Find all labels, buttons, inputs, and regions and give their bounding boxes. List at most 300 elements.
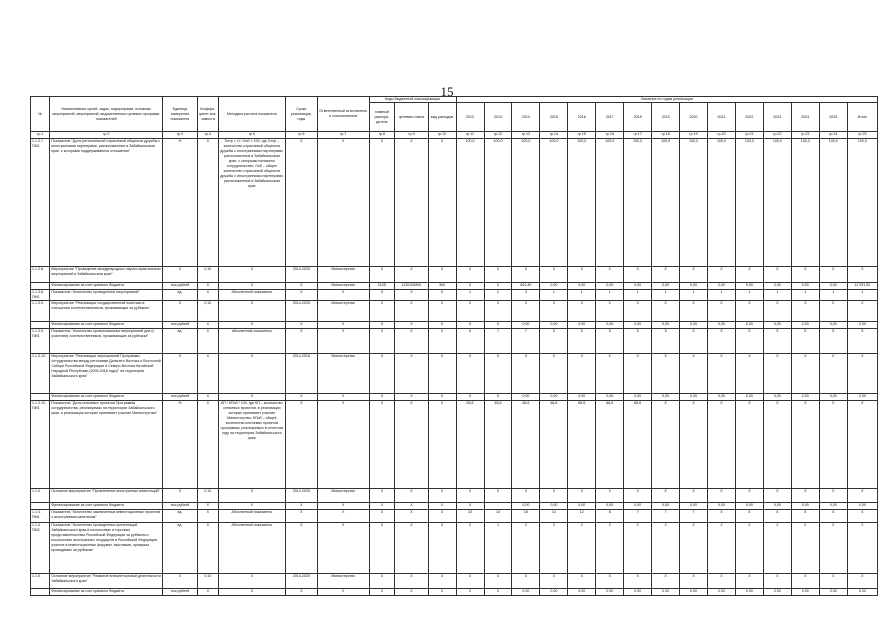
table-cell: 0,10 <box>197 267 218 283</box>
table-cell: КП / КПоб * 100, где КП – количество ключевых проектов, в реализации которых принимает участие Министерство; КПоб – общее количество ключевых проектов программы, реализуемых в отчетном году на территории Забайкальского края <box>219 401 286 489</box>
row-code: 1.1.3.9. ПМ1 <box>31 329 50 354</box>
table-cell: X <box>847 354 877 394</box>
table-cell: X <box>735 489 763 503</box>
row-name: Финансирование за счет краевого бюджета <box>50 394 163 401</box>
table-cell: X <box>428 489 456 503</box>
table-cell: X <box>596 574 624 589</box>
column-number: гр.13 <box>512 132 540 139</box>
table-cell: 100,0 <box>680 139 708 267</box>
table-cell: 0,00 <box>791 283 819 290</box>
table-cell: X <box>285 503 317 510</box>
header-total: Итого <box>847 103 877 132</box>
table-cell: 0,00 <box>624 589 652 596</box>
column-number: гр.1 <box>31 132 50 139</box>
header-code-main: главный распоря-дитель <box>369 103 395 132</box>
table-cell: 1 <box>568 290 596 301</box>
table-cell: X <box>847 574 877 589</box>
header-coef: Коэффи-циент зна-чимости <box>197 97 218 132</box>
table-cell: X <box>763 401 791 489</box>
table-cell: X <box>512 354 540 394</box>
table-cell: X <box>285 283 317 290</box>
table-cell: X <box>484 394 512 401</box>
table-cell: X <box>456 301 484 322</box>
table-cell: 7 <box>652 510 680 523</box>
table-cell: 0,00 <box>819 322 847 329</box>
table-cell: ед. <box>163 510 197 523</box>
table-cell: 1 <box>791 290 819 301</box>
table-cell: 2 <box>652 523 680 574</box>
column-number: гр.9 <box>395 132 428 139</box>
table-cell: X <box>456 283 484 290</box>
table-cell: 0,00 <box>624 503 652 510</box>
table-cell: 0,00 <box>512 589 540 596</box>
column-number: гр.21 <box>735 132 763 139</box>
row-code: 1.1.3.8. ПМ1 <box>31 290 50 301</box>
table-cell: X <box>285 329 317 354</box>
table-cell: 100,0 <box>847 139 877 267</box>
table-cell: X <box>395 322 428 329</box>
row-code <box>31 503 50 510</box>
column-number: гр.3 <box>163 132 197 139</box>
table-cell: X <box>197 322 218 329</box>
table-cell: Министерство <box>317 489 369 503</box>
table-cell: X <box>285 523 317 574</box>
table-cell: 2 <box>735 523 763 574</box>
row-name: Показатель "Количество организованных мероприятий для (с участием) соотечественников, проживающих за рубежом" <box>50 329 163 354</box>
table-cell: X <box>369 322 395 329</box>
row-name: Мероприятие "Реализация государственной политики в отношении соотечественников, проживающих за рубежом" <box>50 301 163 322</box>
table-cell: X <box>163 574 197 589</box>
table-cell: 5 <box>847 510 877 523</box>
table-cell: 0,00 <box>819 503 847 510</box>
table-cell: 100,0 <box>512 139 540 267</box>
table-cell: 1 <box>819 290 847 301</box>
column-number: гр.2 <box>50 132 163 139</box>
table-cell: X <box>484 574 512 589</box>
table-cell: X <box>219 489 286 503</box>
table-cell: X <box>317 523 369 574</box>
table-cell: X <box>369 329 395 354</box>
table-cell: 0,00 <box>512 394 540 401</box>
table-cell: 14 <box>540 510 568 523</box>
table-cell: 5 <box>735 510 763 523</box>
table-header <box>31 97 878 139</box>
column-number: гр.4 <box>197 132 218 139</box>
row-code: 1.1.3.9. <box>31 301 50 322</box>
column-number: гр.11 <box>456 132 484 139</box>
table-cell: 0125 <box>369 283 395 290</box>
table-cell: 0,00 <box>652 503 680 510</box>
table-cell: X <box>285 139 317 267</box>
table-cell: X <box>369 523 395 574</box>
page-number: 15 <box>440 84 454 99</box>
table-cell: 100,0 <box>735 139 763 267</box>
table-cell: X <box>791 489 819 503</box>
table-cell: 1 <box>484 523 512 574</box>
table-row <box>31 523 878 574</box>
table-cell: X <box>285 510 317 523</box>
table-cell: 2 <box>791 523 819 574</box>
table-cell: X <box>791 267 819 283</box>
table-cell: 5 <box>624 329 652 354</box>
header-year: 2012 <box>456 103 484 132</box>
table-cell: 601,40 <box>512 283 540 290</box>
table-cell: X <box>819 267 847 283</box>
column-number: гр.5 <box>219 132 286 139</box>
table-cell: 2 <box>680 523 708 574</box>
table-cell: 0,00 <box>512 503 540 510</box>
table-cell: X <box>428 589 456 596</box>
table-row <box>31 489 878 503</box>
table-cell: X <box>791 354 819 394</box>
table-cell: % <box>163 139 197 267</box>
table-cell: X <box>163 301 197 322</box>
table-cell: X <box>317 329 369 354</box>
column-number: гр.10 <box>428 132 456 139</box>
table-cell: X <box>197 523 218 574</box>
table-cell: 1 <box>847 290 877 301</box>
table-cell: 0,00 <box>708 589 736 596</box>
table-cell: 100,0 <box>708 139 736 267</box>
row-name: Финансирование за счет краевого бюджета <box>50 283 163 290</box>
table-cell: X <box>847 301 877 322</box>
table-cell: 2014-2018 <box>285 354 317 394</box>
table-cell: X <box>219 267 286 283</box>
table-cell: X <box>456 489 484 503</box>
table-row <box>31 354 878 394</box>
column-number: гр.8 <box>369 132 395 139</box>
table-cell: X <box>568 354 596 394</box>
table-cell: 0,00 <box>652 283 680 290</box>
table-cell: X <box>791 401 819 489</box>
table-cell: 5 <box>791 329 819 354</box>
table-cell: X <box>428 574 456 589</box>
table-cell: 0,10 <box>197 489 218 503</box>
table-cell: 100,0 <box>819 139 847 267</box>
table-cell: - <box>484 503 512 510</box>
table-row <box>31 503 878 510</box>
table-cell: 1 <box>763 290 791 301</box>
table-cell: X <box>819 401 847 489</box>
header-budget-codes: Коды бюджетной классификации <box>369 97 456 103</box>
table-cell: X <box>540 354 568 394</box>
header-year: 2023 <box>763 103 791 132</box>
table-cell: 0,00 <box>847 394 877 401</box>
table-cell: X <box>652 267 680 283</box>
table-cell: Абсолютный показатель <box>219 290 286 301</box>
table-cell: X <box>484 283 512 290</box>
table-cell: ед. <box>163 290 197 301</box>
table-cell: 5 <box>708 510 736 523</box>
table-row <box>31 510 878 523</box>
table-cell: 0,00 <box>791 589 819 596</box>
table-cell: X <box>456 589 484 596</box>
table-cell: 12 <box>568 510 596 523</box>
table-row <box>31 139 878 267</box>
header-year: 2015 <box>540 103 568 132</box>
table-cell: 5 <box>819 510 847 523</box>
table-cell: X <box>652 301 680 322</box>
table-cell: 63,6 <box>456 401 484 489</box>
table-cell: 0,00 <box>624 322 652 329</box>
table-cell: X <box>596 354 624 394</box>
table-cell: X <box>624 354 652 394</box>
table-cell: 100,0 <box>596 139 624 267</box>
row-code: 1.1.3.7. ПМ1 <box>31 139 50 267</box>
column-number: гр.14 <box>540 132 568 139</box>
table-cell: 0,00 <box>735 589 763 596</box>
table-cell: 5 <box>652 329 680 354</box>
table-cell: X <box>428 510 456 523</box>
table-cell: 0,00 <box>596 589 624 596</box>
row-name: Финансирование за счет краевого бюджета <box>50 589 163 596</box>
table-cell: X <box>197 503 218 510</box>
table-cell: X <box>763 267 791 283</box>
table-cell: X <box>197 290 218 301</box>
table-cell: 2014-2025 <box>285 301 317 322</box>
header-year: 2018 <box>624 103 652 132</box>
table-cell: X <box>484 354 512 394</box>
table-cell: X <box>317 510 369 523</box>
table-cell: X <box>680 489 708 503</box>
header-year: 2025 <box>819 103 847 132</box>
row-code: 1.1.3.10. ПМ1 <box>31 401 50 489</box>
table-cell: X <box>652 401 680 489</box>
table-cell: 0,00 <box>596 394 624 401</box>
table-cell: тыс.рублей <box>163 322 197 329</box>
table-cell: X <box>395 267 428 283</box>
table-cell: 0,00 <box>763 322 791 329</box>
table-cell: X <box>624 489 652 503</box>
row-name: Показатель "Доля ключевых проектов Программы сотрудничества, реализуемых на территории Забайкальского края, в реализации которых принимает участие Министерство" <box>50 401 163 489</box>
table-cell: X <box>735 354 763 394</box>
table-cell: X <box>428 139 456 267</box>
table-cell: 0,00 <box>791 394 819 401</box>
table-cell: X <box>219 589 286 596</box>
table-cell: 5 <box>540 329 568 354</box>
table-cell: X <box>512 489 540 503</box>
table-cell: X <box>369 290 395 301</box>
table-cell: 18 <box>512 510 540 523</box>
table-cell: X <box>163 489 197 503</box>
row-code: 1.1.3.8. <box>31 267 50 283</box>
table-cell: 0,00 <box>568 589 596 596</box>
table-cell: X <box>540 574 568 589</box>
table-cell: 11 091,50 <box>847 283 877 290</box>
table-cell: 5 <box>735 329 763 354</box>
column-number-row <box>31 132 878 139</box>
table-cell: 2014-2025 <box>285 267 317 283</box>
table-cell: X <box>680 574 708 589</box>
table-cell: X <box>197 401 218 489</box>
header-executor: Ответственный исполнитель и соисполнители <box>317 97 369 132</box>
column-number: гр.24 <box>819 132 847 139</box>
table-cell: X <box>395 589 428 596</box>
table-cell: X <box>791 301 819 322</box>
header-term: Сроки реализации, годы <box>285 97 317 132</box>
table-cell: 0,00 <box>680 503 708 510</box>
table-cell: X <box>285 290 317 301</box>
table-cell: X <box>369 589 395 596</box>
row-name: Мероприятие "Проведение международных научно-практических мероприятий в Забайкальском крае" <box>50 267 163 283</box>
table-cell: Министерство <box>317 574 369 589</box>
table-cell: 2014-2025 <box>285 574 317 589</box>
table-cell: X <box>369 139 395 267</box>
column-number: гр.6 <box>285 132 317 139</box>
table-cell: X <box>428 401 456 489</box>
row-name: Мероприятие "Реализация мероприятий Программы сотрудничества между регионами Дальнего Востока и Восточной Сибири Российской Федерации и Северо-Востока Китайской Народной Республики (2009-2018 годы)" на территории Забайкальского края" <box>50 354 163 394</box>
table-row <box>31 329 878 354</box>
table-cell: X <box>197 394 218 401</box>
table-cell: X <box>395 354 428 394</box>
program-indicators-table <box>30 96 878 596</box>
table-cell: 0,00 <box>819 589 847 596</box>
table-cell: X <box>791 574 819 589</box>
table-cell: X <box>197 139 218 267</box>
table-cell: 0,00 <box>680 394 708 401</box>
header-year: 2017 <box>596 103 624 132</box>
table-cell: 0,00 <box>708 394 736 401</box>
table-cell: 0,00 <box>735 283 763 290</box>
table-cell: X <box>395 503 428 510</box>
table-cell: 5 <box>568 329 596 354</box>
table-cell: 2 <box>484 290 512 301</box>
table-cell: 2 <box>540 523 568 574</box>
row-code: 1.1.4. ПМ2 <box>31 523 50 574</box>
table-cell: 2 <box>596 523 624 574</box>
table-cell: 1 <box>680 290 708 301</box>
table-cell: 0,00 <box>568 322 596 329</box>
table-cell: X <box>819 354 847 394</box>
table-cell: X <box>847 489 877 503</box>
table-cell: X <box>197 329 218 354</box>
header-year: 2019 <box>652 103 680 132</box>
table-cell: X <box>624 301 652 322</box>
table-cell: X <box>369 267 395 283</box>
header-code-type: вид расходов <box>428 103 456 132</box>
table-cell: X <box>369 301 395 322</box>
table-cell: 5 <box>819 329 847 354</box>
table-cell: 2 <box>456 523 484 574</box>
table-cell: 0,00 <box>596 322 624 329</box>
table-cell: 63,6 <box>484 401 512 489</box>
table-cell: X <box>428 322 456 329</box>
row-name: Показатель "Количество проведенных мероприятий" <box>50 290 163 301</box>
table-cell: 0,00 <box>680 283 708 290</box>
table-cell: 0,00 <box>791 503 819 510</box>
table-cell: 0,00 <box>624 394 652 401</box>
table-cell: X <box>369 489 395 503</box>
table-cell: 5 <box>763 329 791 354</box>
table-cell: 10 <box>456 510 484 523</box>
table-row <box>31 574 878 589</box>
table-cell: 1130106500 <box>395 283 428 290</box>
table-cell: X <box>317 503 369 510</box>
table-cell: Министерство <box>317 267 369 283</box>
column-number: гр.25 <box>847 132 877 139</box>
table-cell: тыс.рублей <box>163 394 197 401</box>
table-cell: X <box>484 301 512 322</box>
table-cell: 1 <box>735 290 763 301</box>
table-cell: X <box>197 354 218 394</box>
column-number: гр.17 <box>624 132 652 139</box>
table-cell: 100,0 <box>624 139 652 267</box>
table-cell: X <box>568 574 596 589</box>
table-cell: X <box>163 267 197 283</box>
table-cell: 0,00 <box>763 283 791 290</box>
table-row <box>31 283 878 290</box>
table-cell: X <box>369 401 395 489</box>
row-code: 1.1.3.10. <box>31 354 50 394</box>
table-cell: X <box>219 503 286 510</box>
table-cell: X <box>219 283 286 290</box>
table-cell: 0,00 <box>568 283 596 290</box>
table-cell: X <box>219 354 286 394</box>
column-number: гр.16 <box>596 132 624 139</box>
table-row <box>31 290 878 301</box>
row-code: 1.1.4. <box>31 489 50 503</box>
table-cell: 0,00 <box>735 394 763 401</box>
table-cell: 7 <box>512 329 540 354</box>
table-cell: 0,00 <box>763 394 791 401</box>
table-cell: ед. <box>163 329 197 354</box>
header-years-group: Значения по годам реализации <box>456 97 877 103</box>
table-row <box>31 322 878 329</box>
table-cell: X <box>596 489 624 503</box>
table-cell: X <box>428 523 456 574</box>
table-cell: X <box>285 401 317 489</box>
table-cell: X <box>847 401 877 489</box>
table-cell: X <box>652 489 680 503</box>
table-cell: 0,00 <box>735 322 763 329</box>
table-cell: 0,00 <box>680 589 708 596</box>
table-cell: 0,10 <box>197 574 218 589</box>
table-cell: 100,0 <box>484 139 512 267</box>
program-table-sheet <box>30 96 878 596</box>
header-year: 2014 <box>512 103 540 132</box>
row-name: Основное мероприятие "Привлечение иностранных инвестиций" <box>50 489 163 503</box>
table-cell: 66,6 <box>624 401 652 489</box>
table-cell: X <box>219 574 286 589</box>
table-cell: 3 <box>512 290 540 301</box>
table-cell: Министерство <box>317 283 369 290</box>
table-cell: X <box>568 267 596 283</box>
row-code <box>31 322 50 329</box>
table-cell: 14 <box>484 510 512 523</box>
table-cell: X <box>708 401 736 489</box>
table-cell: X <box>317 589 369 596</box>
table-cell: X <box>285 589 317 596</box>
table-cell: тыс.рублей <box>163 283 197 290</box>
table-cell: X <box>735 267 763 283</box>
table-row <box>31 301 878 322</box>
table-cell: X <box>219 322 286 329</box>
table-cell: 100,0 <box>652 139 680 267</box>
table-cell: X <box>428 267 456 283</box>
table-cell: 6 <box>456 329 484 354</box>
table-cell: 0,00 <box>624 283 652 290</box>
table-cell: X <box>708 301 736 322</box>
table-row <box>31 394 878 401</box>
table-cell: X <box>568 301 596 322</box>
table-body <box>31 139 878 596</box>
table-row <box>31 401 878 489</box>
table-cell: 5 <box>791 510 819 523</box>
table-cell: X <box>395 329 428 354</box>
table-cell: 100,0 <box>791 139 819 267</box>
row-name: Основное мероприятие "Развитие внешнеторговой деятельности Забайкальского края" <box>50 574 163 589</box>
table-cell: 5 <box>596 329 624 354</box>
